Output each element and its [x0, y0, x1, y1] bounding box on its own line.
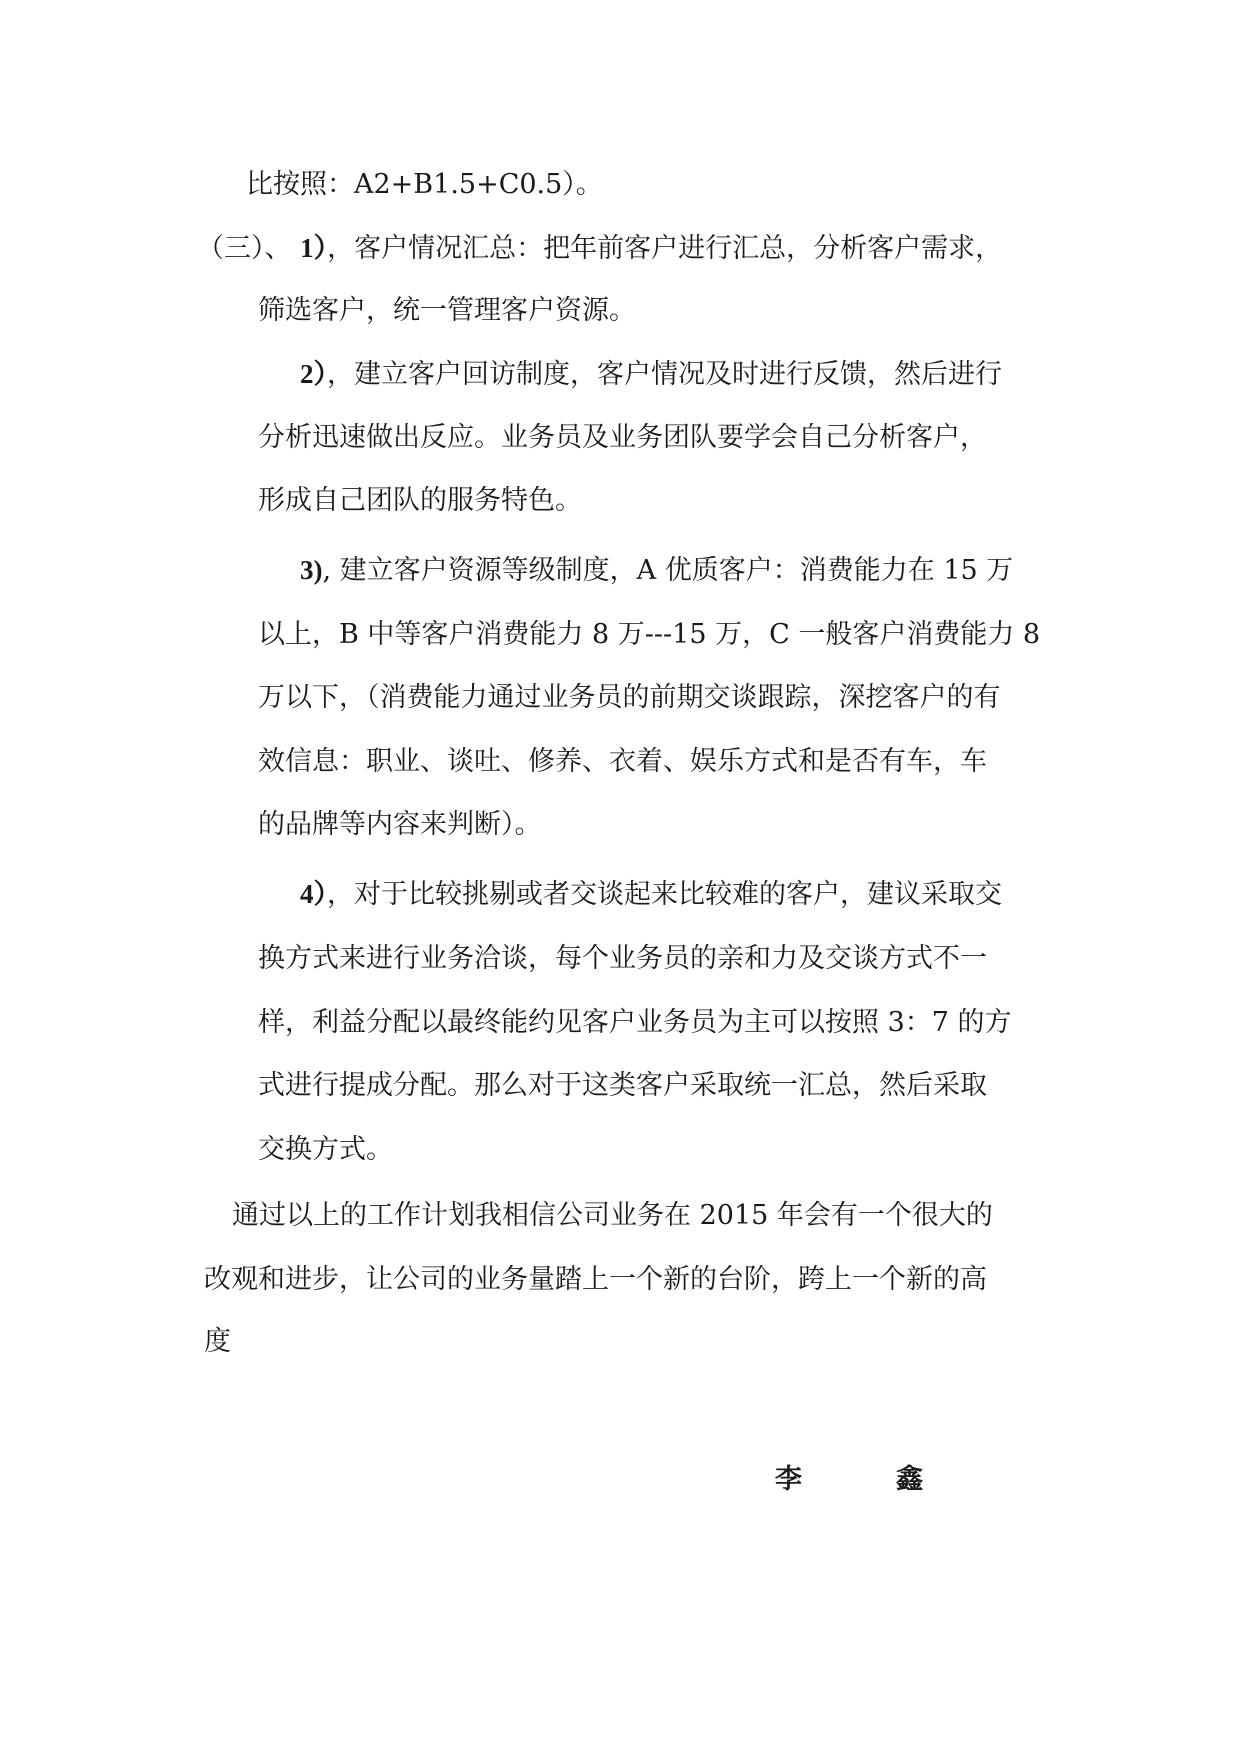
- line-text: ，对于比较挑剔或者交谈起来比较难的客户，建议采取交: [327, 879, 1002, 910]
- body-line-14: [258, 1003, 1012, 1043]
- body-line-16: [258, 1130, 393, 1170]
- line-text: 分析迅速做出反应。业务员及业务团队要学会自己分析客户，: [258, 422, 987, 453]
- item-number: 1）: [300, 233, 328, 263]
- body-line-11: [258, 805, 542, 845]
- line-text: 式进行提成分配。那么对于这类客户采取统一汇总，然后采取: [258, 1070, 987, 1101]
- body-line-12: [300, 874, 1002, 915]
- body-line-7: [300, 550, 1013, 591]
- signature-family-name: 鑫: [896, 1464, 923, 1495]
- line-text: 的品牌等内容来判断）。: [258, 809, 542, 840]
- body-line-19: [204, 1322, 231, 1362]
- line-text: ，建立客户回访制度，客户情况及时进行反馈，然后进行: [327, 359, 1002, 390]
- body-line-15: [258, 1066, 987, 1106]
- body-line-13: [258, 939, 987, 979]
- body-line-4: [300, 354, 1002, 395]
- line-text: 换方式来进行业务洽谈，每个业务员的亲和力及交谈方式不一: [258, 943, 987, 974]
- body-line-5: [258, 418, 987, 458]
- line-text: 通过以上的工作计划我相信公司业务在 2015 年会有一个很大的: [232, 1200, 993, 1231]
- body-line-8: [258, 615, 1040, 655]
- line-text: 改观和进步，让公司的业务量踏上一个新的台阶，跨上一个新的高: [204, 1264, 987, 1295]
- item-number: 2）: [300, 359, 327, 389]
- body-line-10: [258, 742, 987, 782]
- signature-given-name: 李: [775, 1464, 802, 1495]
- line-text: 效信息：职业、谈吐、修养、衣着、娱乐方式和是否有车，车: [258, 746, 987, 777]
- line-text: 比按照：A2+B1.5+C0.5）。: [246, 169, 603, 200]
- body-line-1: [246, 165, 603, 205]
- line-text: , 建立客户资源等级制度，A 优质客户：消费能力在 15 万: [322, 555, 1014, 586]
- item-number: 3): [300, 555, 323, 585]
- line-text: 样，利益分配以最终能约见客户业务员为主可以按照 3：7 的方: [258, 1007, 1012, 1038]
- line-text: 筛选客户，统一管理客户资源。: [258, 295, 636, 326]
- item-number: 4）: [300, 879, 327, 909]
- line-text: ，客户情况汇总：把年前客户进行汇总，分析客户需求，: [327, 233, 1003, 264]
- line-text: 度: [204, 1326, 231, 1357]
- line-text: 万以下，（消费能力通过业务员的前期交谈跟踪，深挖客户的有: [258, 682, 1001, 713]
- body-line-2: [197, 228, 1002, 269]
- body-line-3: [258, 291, 636, 331]
- line-text: 形成自己团队的服务特色。: [258, 485, 582, 516]
- body-line-17: [232, 1196, 993, 1236]
- line-text: 交换方式。: [258, 1134, 393, 1165]
- section-marker: （三）、: [197, 233, 301, 264]
- body-line-9: [258, 678, 1001, 718]
- body-line-6: [258, 481, 582, 521]
- line-text: 以上，B 中等客户消费能力 8 万---15 万，C 一般客户消费能力 8: [258, 619, 1041, 650]
- body-line-18: [204, 1260, 987, 1300]
